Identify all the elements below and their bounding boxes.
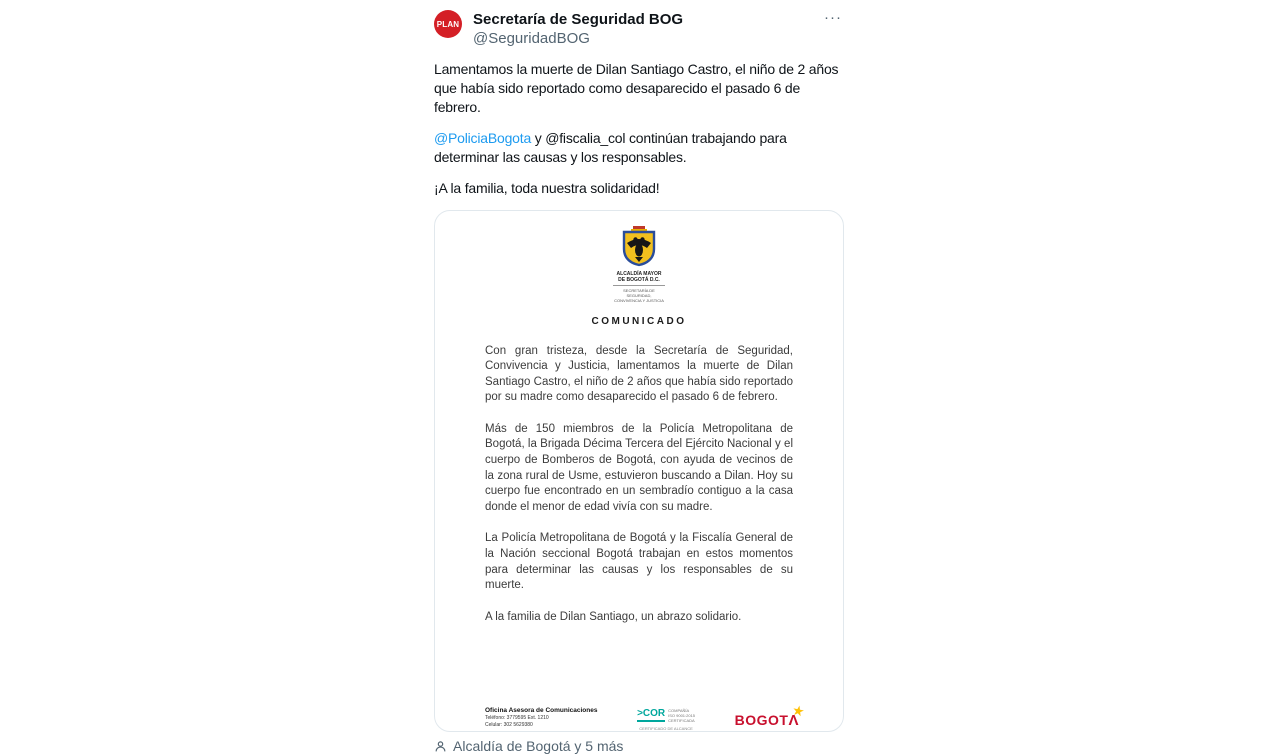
tweet-text-2-rest: y @fiscalia_col continúan trabajando para determinar las causas y los responsables. bbox=[434, 130, 787, 165]
cert-micro-text: COMPAÑÍA ISO 9001:2015 CERTIFICADA bbox=[668, 708, 696, 723]
seal-block bbox=[435, 226, 843, 303]
certification-logo bbox=[637, 708, 695, 731]
cert-mark-icon: >COR bbox=[637, 709, 665, 722]
comunicado-heading: COMUNICADO bbox=[591, 315, 687, 327]
avatar[interactable] bbox=[434, 10, 462, 38]
bogota-logo-lambda: Λ bbox=[788, 712, 799, 729]
office-name: Oficina Asesora de Comunicaciones bbox=[485, 707, 598, 714]
comunicado-paragraph-1: Con gran tristeza, desde la Secretaría de Seguridad, Convivencia y Justicia, lamentamos la muerte de Dilan Santiago Castro, el niño de 2 años que había sido reportado por su madre como desaparecido el pasado 6 de febrero. bbox=[485, 344, 793, 404]
more-options-icon[interactable]: ··· bbox=[824, 9, 842, 26]
office-phone: Teléfono: 3779595 Ext. 1210 bbox=[485, 715, 549, 721]
tweet-text-2 bbox=[434, 129, 844, 167]
tagged-users-label: Alcaldía de Bogotá y 5 más bbox=[453, 738, 624, 754]
tweet-image-comunicado[interactable] bbox=[434, 210, 844, 732]
comunicado-paragraph-2: Más de 150 miembros de la Policía Metropolitana de Bogotá, la Brigada Décima Tercera del Ejército Nacional y el cuerpo de Bomberos de Bogotá, con ayuda de vecinos de la zona rural de Usme, estuvieron buscando a Dilan. Hoy su cuerpo fue encontrado en un sembradío contiguo a la casa donde el menor de edad vivía con su madre. bbox=[485, 422, 793, 513]
seal-subtitle: SECRETARÍA DE SEGURIDAD, CONVIVENCIA Y JUSTICIA bbox=[613, 285, 665, 303]
cert-caption: CERTIFICADO DE ALCANCE bbox=[639, 726, 693, 731]
comunicado-body bbox=[485, 344, 793, 626]
tweet-header bbox=[434, 10, 844, 48]
mention-link-policiabogota[interactable]: @PoliciaBogota bbox=[434, 130, 532, 146]
comunicado-footer bbox=[485, 702, 806, 731]
star-icon: ★ bbox=[791, 702, 806, 720]
comunicado-document bbox=[435, 226, 843, 746]
tweet-container bbox=[434, 0, 844, 754]
tweet-text-1: Lamentamos la muerte de Dilan Santiago Castro, el niño de 2 años que había sido reportado como desaparecido el pasado 6 de febrero. bbox=[434, 61, 839, 115]
bogota-logo-text: BOGOT bbox=[734, 712, 789, 728]
avatar-text: PLAN bbox=[436, 19, 460, 29]
author-handle[interactable]: @SeguridadBOG bbox=[473, 30, 590, 47]
bogota-coat-of-arms-icon bbox=[620, 226, 658, 268]
bogota-brand-logo bbox=[734, 702, 806, 729]
tweet-text-3: ¡A la familia, toda nuestra solidaridad! bbox=[434, 180, 660, 196]
seal-title: ALCALDÍA MAYOR DE BOGOTÁ D.C. bbox=[616, 271, 662, 283]
author-name[interactable]: Secretaría de Seguridad BOG bbox=[473, 11, 684, 28]
author-block bbox=[473, 10, 683, 48]
office-mobile: Celular: 302 5629380 bbox=[485, 721, 533, 728]
comunicado-paragraph-4: A la familia de Dilan Santiago, un abrazo solidario. bbox=[485, 610, 742, 623]
comunicado-paragraph-3: La Policía Metropolitana de Bogotá y la Fiscalía General de la Nación seccional Bogotá trabajan en estos momentos para determinar las causas y los responsables de su muerte. bbox=[485, 532, 793, 592]
communications-office-block bbox=[485, 707, 597, 728]
